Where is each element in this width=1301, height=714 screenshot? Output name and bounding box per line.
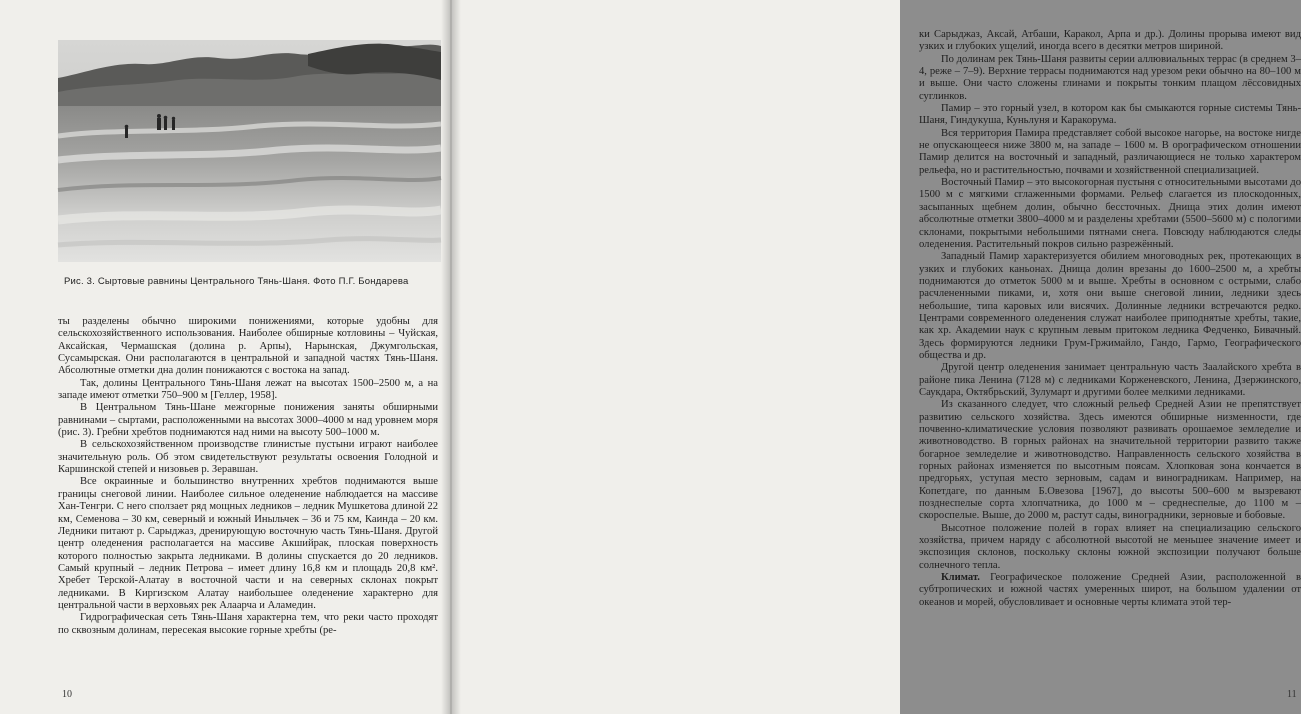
paragraph: Восточный Памир – это высокогорная пустыня с относительными высотами до 1500 м с мягкими сглаженными формами. Рельеф слагается из плоскодонных, засыпанных щебнем долин, обычно бессточных. Днища этих долин имеют абсолютные отметки 3800–4000 м и разделены хребтами (5500–5600 м) с пологими склонами, покрытыми небольшими пятнами снега. Повсюду наблюдаются следы оледенения. Растительный покров сильно разрежённый. <box>919 177 1301 250</box>
climate-heading: Климат. <box>941 572 980 584</box>
climate-text: Географическое положение Средней Азии, расположенной в субтропических и южной частях умеренных широт, на большом удалении от океанов и морей, обусловливает и основные черты климата этой тер- <box>919 572 1301 608</box>
paragraph: ты разделены обычно широкими понижениями, которые удобны для сельскохозяйственного использования. Наиболее обширные котловины – Чуйская, Аксайская, Чермашская (долина р. Арпы), Нарынская, Джумгольская, Сусамырская. Они располагаются в центральной и западной частях Тянь-Шаня. Абсолютные отметки дна долин понижаются с востока на запад. <box>58 316 438 377</box>
right-page-body <box>919 29 1301 609</box>
photo-illustration <box>58 40 441 262</box>
paragraph: Так, долины Центрального Тянь-Шаня лежат на высотах 1500–2500 м, а на западе имеют отметки 750–900 м [Геллер, 1958]. <box>58 377 438 402</box>
page-number-left: 10 <box>62 689 72 700</box>
paragraph: Другой центр оледенения занимает центральную часть Заалайского хребта в районе пика Ленина (7128 м) с ледниками Корженевского, Ленина, Дзержинского, Саукдара, Октябрьский, Зулумарт и другими более мелкими ледниками. <box>919 362 1301 398</box>
paragraph: В Центральном Тянь-Шане межгорные понижения заняты обширными равнинами – сыртами, расположенными на высотах 3000–4000 м над уровнем моря (рис. 3). Гребни хребтов поднимаются над ними на высоту 500–1000 м. <box>58 402 438 439</box>
figure-photo <box>58 40 441 262</box>
right-page <box>451 0 1301 714</box>
paragraph: Памир – это горный узел, в котором как бы смыкаются горные системы Тянь-Шаня, Гиндукуша, Куньлуня и Каракорума. <box>919 103 1301 127</box>
paragraph: Западный Памир характеризуется обилием многоводных рек, протекающих в узких и глубоких каньонах. Днища долин врезаны до 1600–2500 м, а хребты поднимаются до отметок 5000 м и выше. Хребты в основном с острыми, слабо расчлененными пиками, и, хотя они выше снеговой линии, ледники здесь небольшие, типа каровых или висячих. Долинные ледники встречаются редко. Центрами современного оледенения служат наиболее приподнятые хребты, такие, как хр. Академии наук с крупным левым притоком ледника Федченко, Бивачный. Здесь формируются ледники Грум-Гржимайло, Гандо, Гармо, Географического общества и др. <box>919 251 1301 361</box>
paragraph: Все окраинные и большинство внутренних хребтов поднимаются выше границы снеговой линии. Наиболее сильное оледенение наблюдается на массиве Хан-Тенгри. С него сползает ряд мощных ледников – ледник Мушкетова длиной 22 км, Семенова – 30 км, северный и южный Иныльчек – 36 и 75 км, Каинда – 20 км. Ледники питают р. Сарыджаз, дренирующую восточную часть Тянь-Шаня. Другой центр оледенения располагается на массиве Акшийрак, плоская поверхность которого полностью закрыта ледниками. В долины спускается до 20 ледников. Самый крупный – ледник Петрова – имеет длину 16,8 км и площадь 20,8 км². Хребет Терской-Алатау в восточной части и на северных склонах покрыт ледниками. В Киргизском Алатау наибольшее оледенение характерно для центральной части в верховьях рек Алаарча и Аламедин. <box>58 476 438 611</box>
paragraph: Из сказанного следует, что сложный рельеф Средней Азии не препятствует развитию сельского хозяйства. Здесь имеются обширные низменности, где почвенно-климатические условия позволяют развивать орошаемое земледелие и животноводство. В горных районах на значительной территории развито также богарное земледелие и животноводство. Направленность сельского хозяйства в горных районах изменяется по высотным поясам. Хлопковая зона кончается в предгорьях, уступая место зерновым, садам и виноградникам. Например, на Копетдаге, по данным Б.Овезова [1967], до высоты 500–600 м вызревают позднеспелые сорта хлопчатника, до 1000 м – среднеспелые, до 1100 м – скороспелые. Выше, до 2000 м, растут сады, виноградники, зерновые и бобовые. <box>919 399 1301 522</box>
figure-caption: Рис. 3. Сыртовые равнины Центрального Тянь-Шаня. Фото П.Г. Бондарева <box>64 276 409 287</box>
paragraph: В сельскохозяйственном производстве глинистые пустыни играют наиболее значительную роль. Об этом свидетельствуют результаты освоения Голодной и Каршинской степей и низовьев р. Зеравшан. <box>58 439 438 476</box>
paragraph: Гидрографическая сеть Тянь-Шаня характерна тем, что реки часто проходят по сквозным долинам, пересекая высокие горные хребты (ре- <box>58 612 438 636</box>
paragraph: Высотное положение полей в горах влияет на специализацию сельского хозяйства, причем наряду с абсолютной высотой не меньшее значение имеет и экспозиция склонов, поскольку склоны южной экспозиции получают больше солнечного тепла. <box>919 522 1301 571</box>
page-number-right: 11 <box>1287 689 1297 700</box>
climate-paragraph <box>919 572 1301 609</box>
paragraph: Вся территория Памира представляет собой высокое нагорье, на востоке нигде не опускающееся ниже 3800 м, на западе – 1600 м. В орографическом отношении Памир делится на восточный и западный, различающиеся не только характером рельефа, но и растительностью, почвами и хозяйственной специализацией. <box>919 127 1301 176</box>
left-page <box>0 0 449 714</box>
paragraph: По долинам рек Тянь-Шаня развиты серии аллювиальных террас (в среднем 3–4, реже – 7–9). Верхние террасы поднимаются над урезом реки обычно на 80–100 м и выше. Они часто сложены глинами и покрыты тонким плащом лёссовидных суглинков. <box>919 53 1301 102</box>
paragraph: ки Сарыджаз, Аксай, Атбаши, Каракол, Арпа и др.). Долины прорыва имеют вид узких и глубоких ущелий, иногда всего в десятки метров шириной. <box>919 29 1301 53</box>
left-page-body <box>58 316 438 637</box>
